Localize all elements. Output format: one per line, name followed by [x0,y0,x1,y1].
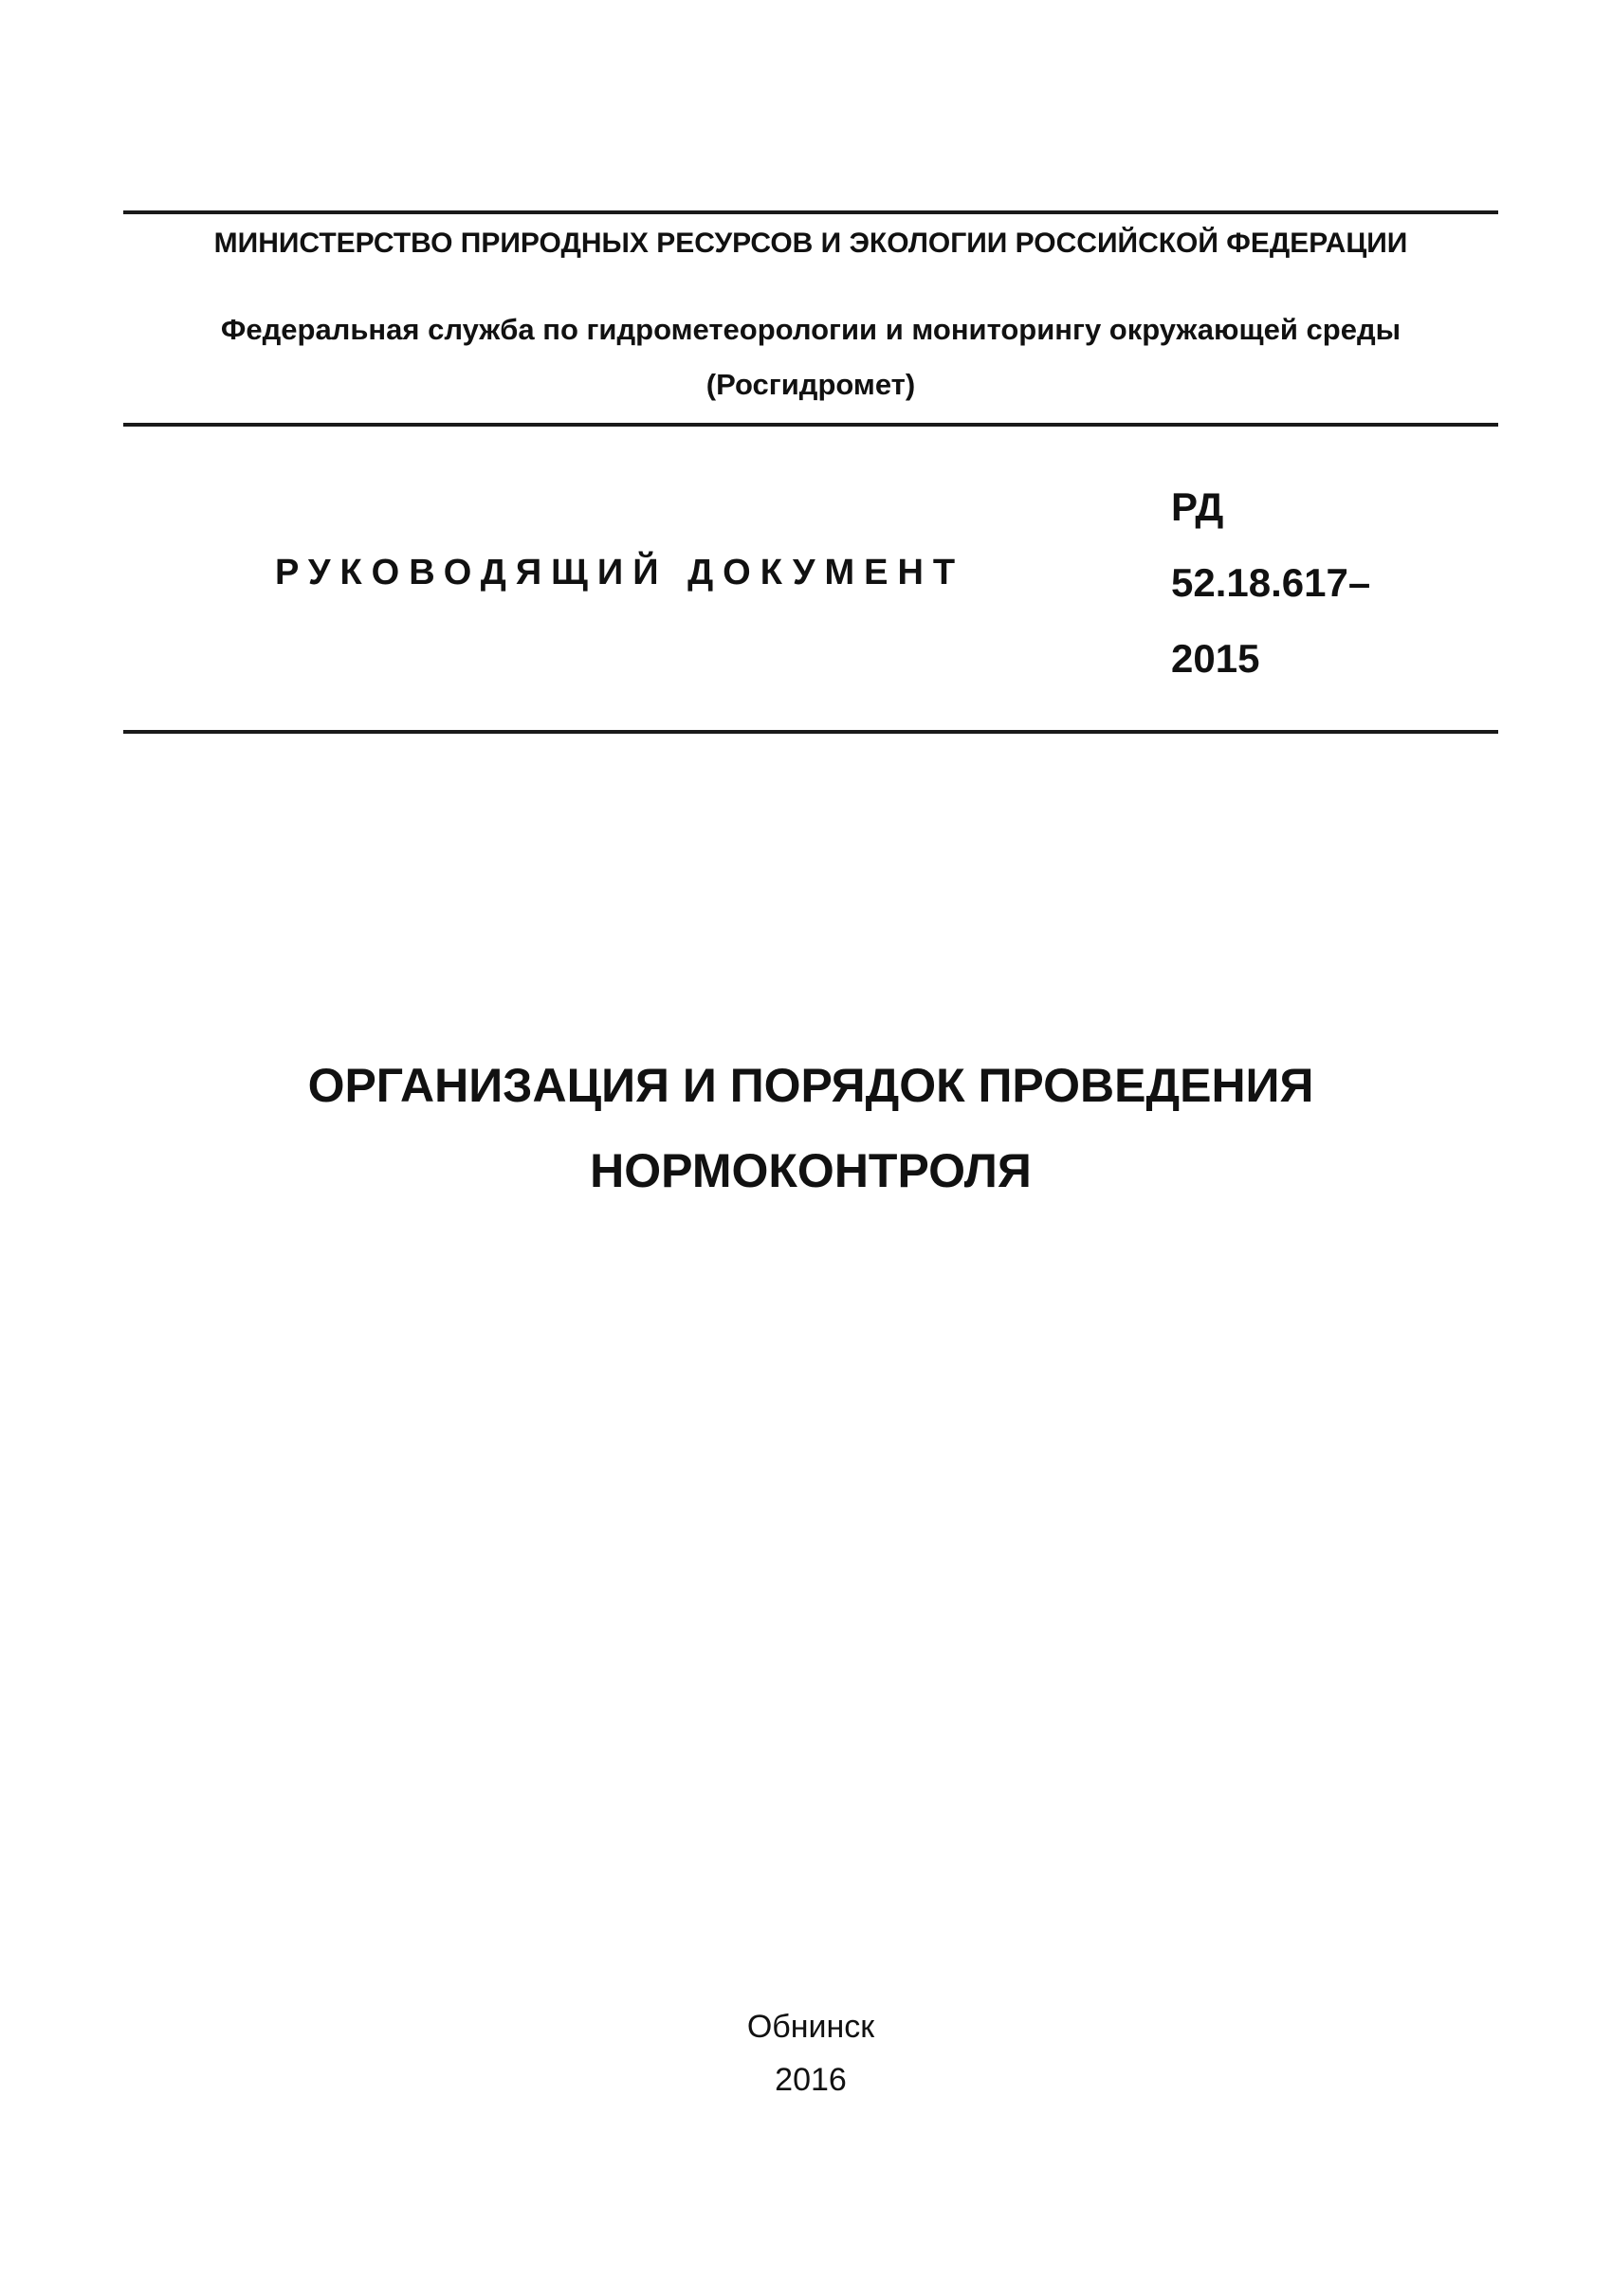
document-title [123,1043,1498,1213]
imprint [123,2000,1498,2106]
service-short-name: (Росгидромет) [705,368,916,401]
header-divider [123,423,1498,427]
document-code-year: 2015 [1171,636,1260,681]
imprint-year: 2016 [775,2062,847,2098]
imprint-city: Обнинск [746,2009,875,2045]
document-title-line-2: НОРМОКОНТРОЛЯ [590,1144,1032,1197]
document-code-number: 52.18.617– [1171,560,1371,605]
document-type: РУКОВОДЯЩИЙ ДОКУМЕНТ [275,553,965,592]
document-code-prefix: РД [1171,484,1224,529]
document-divider [123,730,1498,734]
service-name: Федеральная служба по гидрометеорологии и мониторингу окружающей среды [220,313,1401,346]
ministry-name: МИНИСТЕРСТВО ПРИРОДНЫХ РЕСУРСОВ И ЭКОЛОГИИ РОССИЙСКОЙ ФЕДЕРАЦИИ [213,228,1408,259]
document-code [1171,469,1370,697]
top-divider [123,210,1498,214]
document-title-line-1: ОРГАНИЗАЦИЯ И ПОРЯДОК ПРОВЕДЕНИЯ [307,1059,1314,1112]
